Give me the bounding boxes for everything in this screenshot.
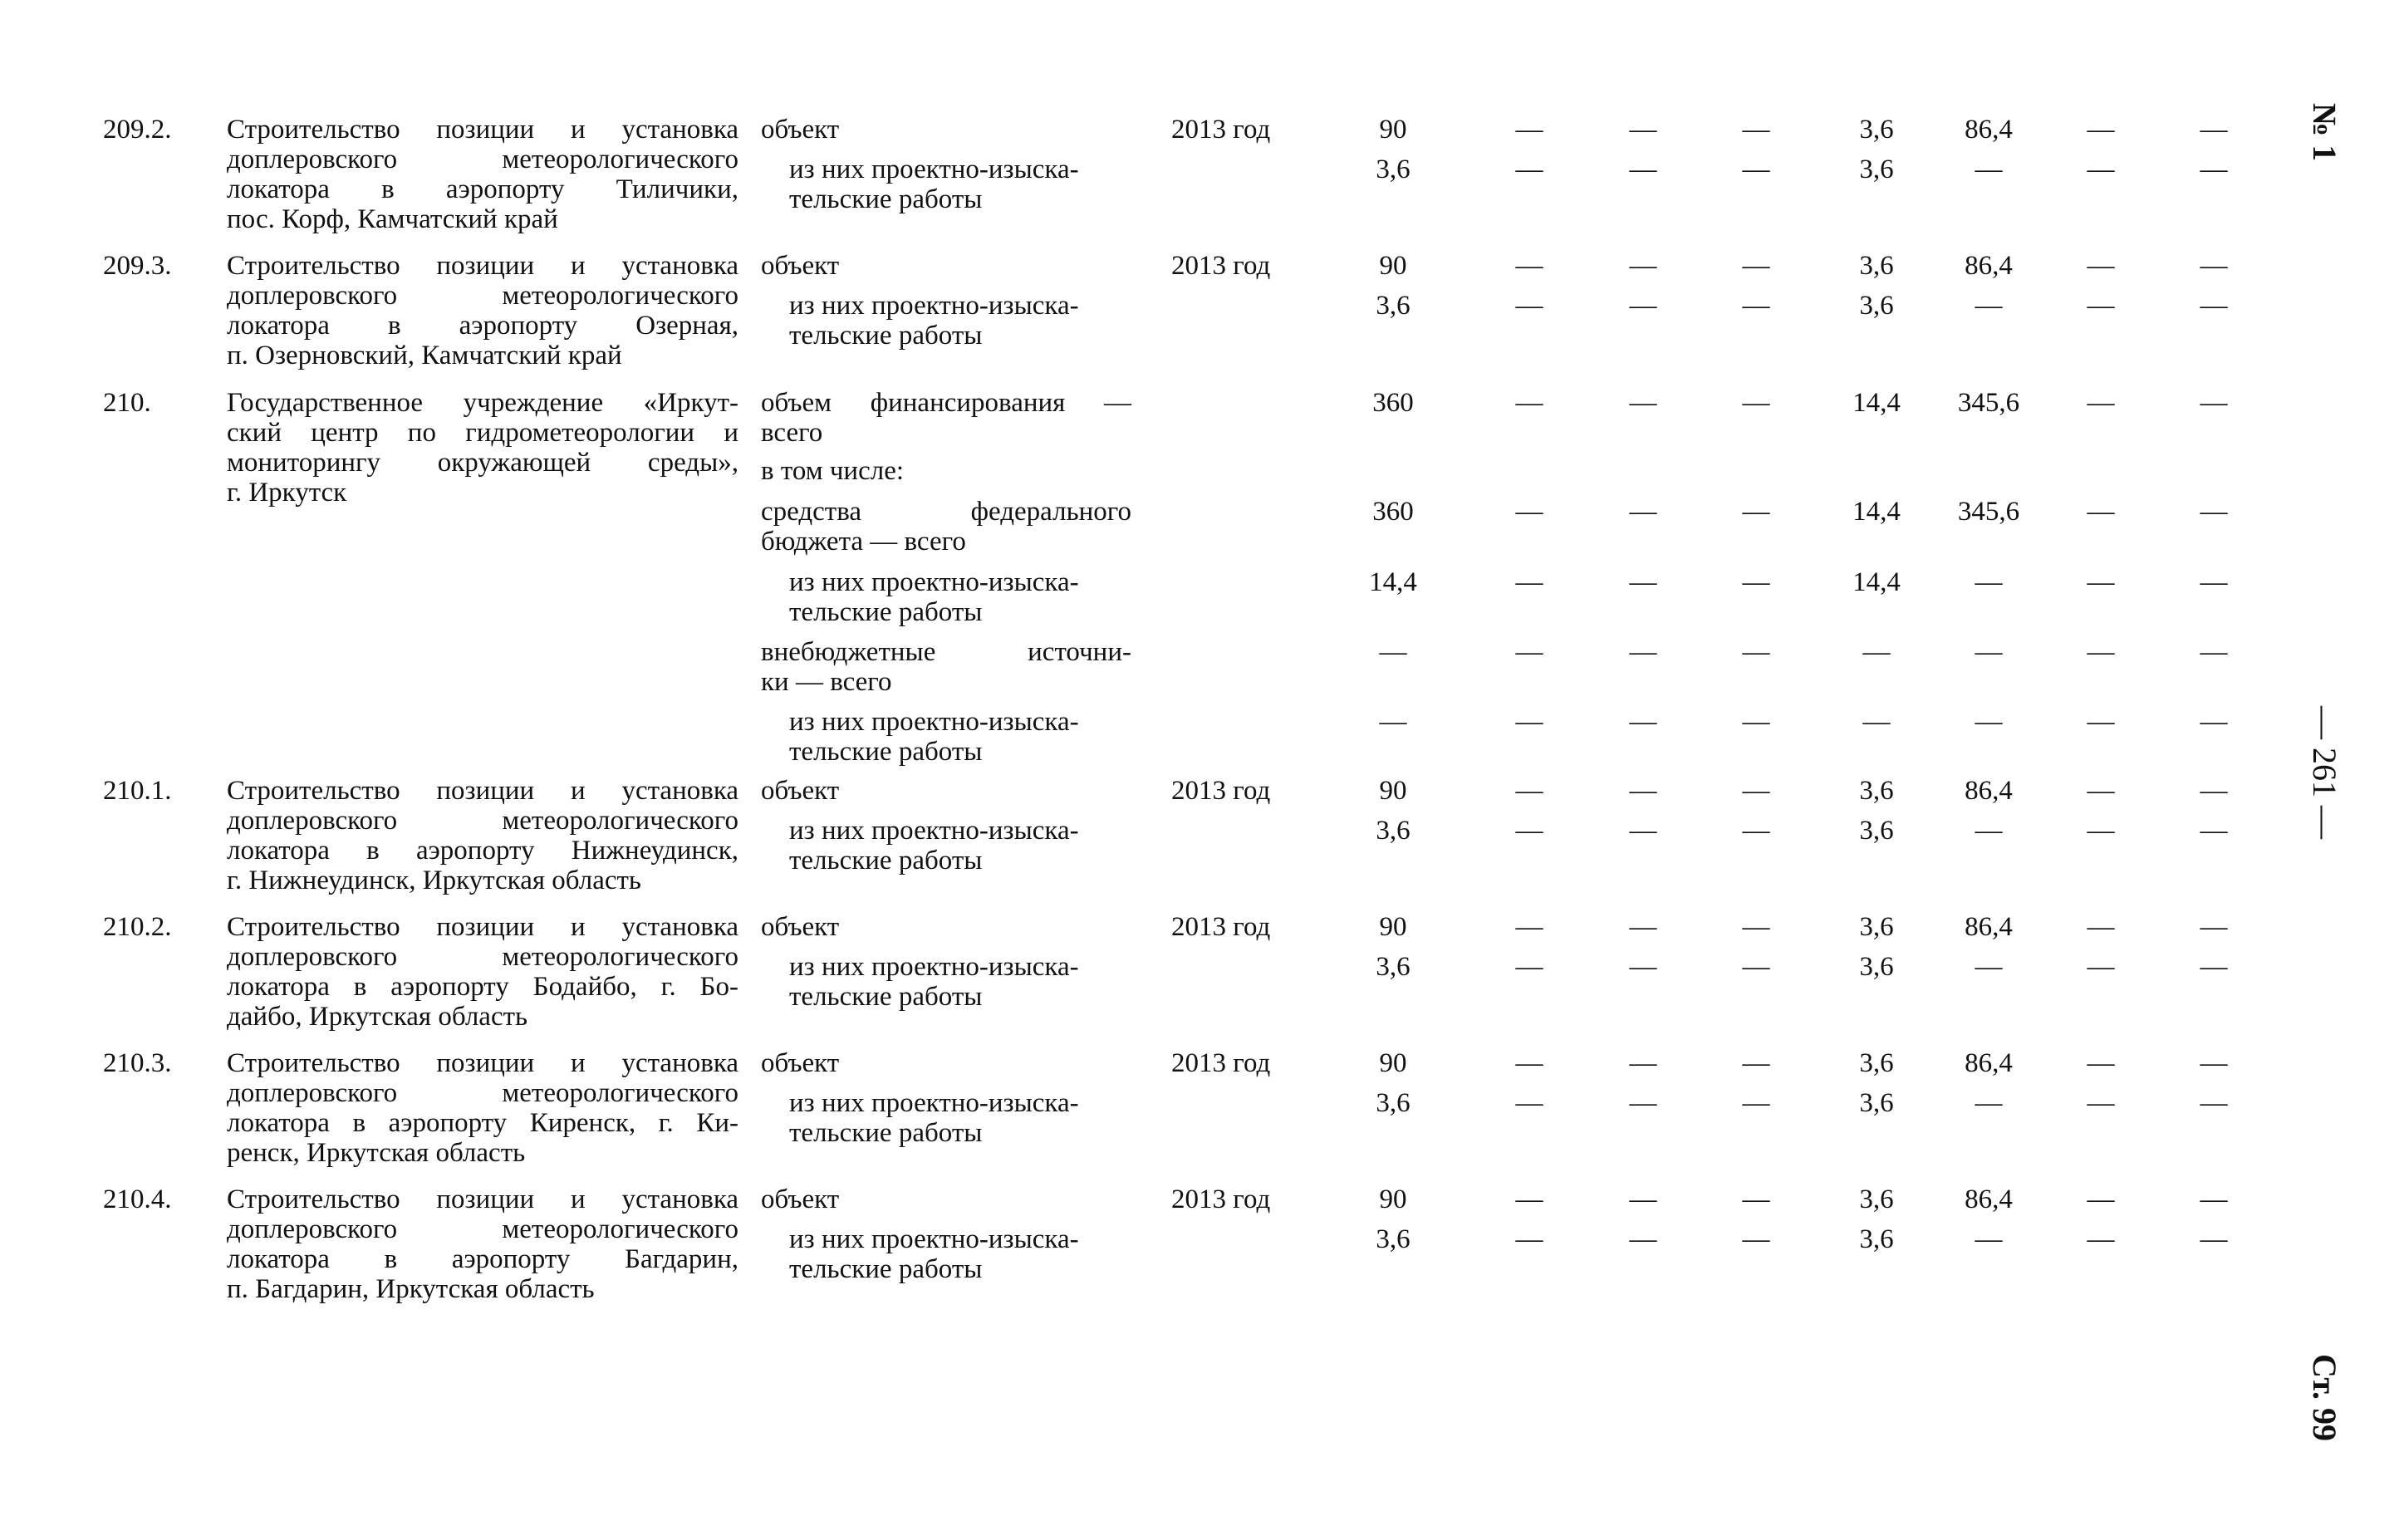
row-description-line: доплеровского метеорологического bbox=[227, 1214, 738, 1244]
indicator-label: бюджета — всего bbox=[761, 527, 966, 557]
row-description-line: локатора в аэропорту Киренск, г. Ки- bbox=[227, 1108, 738, 1138]
indicator-label: объект bbox=[761, 912, 840, 942]
value-cell: — bbox=[1515, 776, 1543, 806]
value-cell: — bbox=[1742, 637, 1770, 667]
indicator-label: тельские работы bbox=[789, 737, 983, 767]
value-cell: — bbox=[1629, 912, 1657, 942]
value-cell: 90 bbox=[1379, 1184, 1407, 1214]
value-cell: — bbox=[2200, 567, 2228, 597]
value-cell: — bbox=[2087, 1048, 2115, 1078]
row-code: 210.2. bbox=[103, 912, 172, 942]
value-cell: — bbox=[1742, 1048, 1770, 1078]
issue-number: № 1 bbox=[2306, 103, 2343, 162]
value-cell: — bbox=[1629, 567, 1657, 597]
value-cell: — bbox=[1629, 388, 1657, 418]
value-cell: — bbox=[1742, 388, 1770, 418]
row-year: 2013 год bbox=[1171, 251, 1271, 281]
row-year: 2013 год bbox=[1171, 1048, 1271, 1078]
value-cell: — bbox=[1975, 707, 2003, 737]
value-cell: — bbox=[1515, 291, 1543, 321]
value-cell: 3,6 bbox=[1376, 154, 1411, 184]
value-cell: — bbox=[1629, 1088, 1657, 1118]
value-cell: — bbox=[1629, 251, 1657, 281]
value-cell: — bbox=[1515, 497, 1543, 527]
row-code: 210.3. bbox=[103, 1048, 172, 1078]
value-cell: — bbox=[1515, 1088, 1543, 1118]
indicator-label: внебюджетные источни- bbox=[761, 637, 1131, 667]
row-description-line: локатора в аэропорту Озерная, bbox=[227, 311, 738, 341]
value-cell: 3,6 bbox=[1376, 952, 1411, 982]
indicator-label: из них проектно-изыска- bbox=[789, 291, 1079, 321]
indicator-label: из них проектно-изыска- bbox=[789, 154, 1079, 184]
value-cell: — bbox=[1515, 1224, 1543, 1254]
value-cell: 90 bbox=[1379, 912, 1407, 942]
row-description-line: пос. Корф, Камчатский край bbox=[227, 204, 558, 234]
value-cell: — bbox=[1379, 707, 1407, 737]
value-cell: 3,6 bbox=[1859, 1048, 1894, 1078]
value-cell: — bbox=[2087, 388, 2115, 418]
value-cell: — bbox=[1975, 1224, 2003, 1254]
value-cell: — bbox=[1629, 115, 1657, 145]
indicator-label: ки — всего bbox=[761, 667, 892, 697]
indicator-label: тельские работы bbox=[789, 846, 983, 875]
value-cell: — bbox=[2200, 952, 2228, 982]
value-cell: 3,6 bbox=[1376, 816, 1411, 846]
row-description-line: Строительство позиции и установка bbox=[227, 115, 738, 145]
indicator-label: тельские работы bbox=[789, 597, 983, 627]
row-description-line: доплеровского метеорологического bbox=[227, 1078, 738, 1108]
value-cell: — bbox=[1975, 154, 2003, 184]
indicator-label: из них проектно-изыска- bbox=[789, 952, 1079, 982]
value-cell: — bbox=[2200, 637, 2228, 667]
value-cell: — bbox=[2087, 1184, 2115, 1214]
indicator-label: в том числе: bbox=[761, 456, 905, 486]
value-cell: 90 bbox=[1379, 251, 1407, 281]
value-cell: — bbox=[1975, 637, 2003, 667]
row-description-line: Строительство позиции и установка bbox=[227, 1048, 738, 1078]
indicator-label: объект bbox=[761, 251, 840, 281]
row-description-line: п. Багдарин, Иркутская область bbox=[227, 1274, 595, 1304]
value-cell: — bbox=[2087, 497, 2115, 527]
value-cell: — bbox=[1629, 1048, 1657, 1078]
indicator-label: тельские работы bbox=[789, 982, 983, 1012]
value-cell: — bbox=[1629, 816, 1657, 846]
value-cell: — bbox=[2087, 707, 2115, 737]
row-description-line: г. Нижнеудинск, Иркутская область bbox=[227, 866, 641, 895]
value-cell: — bbox=[1629, 154, 1657, 184]
value-cell: — bbox=[1515, 637, 1543, 667]
row-description-line: доплеровского метеорологического bbox=[227, 145, 738, 174]
value-cell: — bbox=[1515, 251, 1543, 281]
indicator-label: тельские работы bbox=[789, 184, 983, 214]
indicator-label: из них проектно-изыска- bbox=[789, 816, 1079, 846]
value-cell: — bbox=[1515, 912, 1543, 942]
row-description-line: г. Иркутск bbox=[227, 478, 347, 508]
value-cell: 345,6 bbox=[1957, 388, 2020, 418]
value-cell: — bbox=[2087, 952, 2115, 982]
value-cell: — bbox=[1629, 497, 1657, 527]
row-code: 209.2. bbox=[103, 115, 172, 145]
value-cell: 3,6 bbox=[1859, 816, 1894, 846]
row-description-line: доплеровского метеорологического bbox=[227, 806, 738, 836]
value-cell: — bbox=[2200, 291, 2228, 321]
value-cell: — bbox=[2087, 1088, 2115, 1118]
value-cell: 86,4 bbox=[1965, 1184, 2013, 1214]
value-cell: 3,6 bbox=[1859, 912, 1894, 942]
value-cell: — bbox=[1742, 1184, 1770, 1214]
value-cell: — bbox=[1975, 816, 2003, 846]
indicator-label: объект bbox=[761, 776, 840, 806]
row-code: 209.3. bbox=[103, 251, 172, 281]
row-description-line: доплеровского метеорологического bbox=[227, 942, 738, 972]
value-cell: — bbox=[2087, 1224, 2115, 1254]
value-cell: — bbox=[1515, 154, 1543, 184]
page-number: — 261 — bbox=[2306, 706, 2343, 839]
value-cell: — bbox=[2087, 637, 2115, 667]
value-cell: — bbox=[1742, 707, 1770, 737]
value-cell: — bbox=[2200, 776, 2228, 806]
value-cell: — bbox=[2200, 388, 2228, 418]
value-cell: 14,4 bbox=[1852, 388, 1901, 418]
row-description-line: локатора в аэропорту Нижнеудинск, bbox=[227, 836, 738, 866]
article-number: Ст. 99 bbox=[2306, 1354, 2343, 1441]
value-cell: 3,6 bbox=[1376, 1224, 1411, 1254]
value-cell: 86,4 bbox=[1965, 251, 2013, 281]
value-cell: 3,6 bbox=[1859, 1088, 1894, 1118]
value-cell: — bbox=[1975, 952, 2003, 982]
row-code: 210. bbox=[103, 388, 151, 418]
row-description-line: Государственное учреждение «Иркут- bbox=[227, 388, 738, 418]
value-cell: 360 bbox=[1372, 388, 1414, 418]
value-cell: 3,6 bbox=[1376, 291, 1411, 321]
value-cell: — bbox=[1629, 776, 1657, 806]
value-cell: 14,4 bbox=[1852, 497, 1901, 527]
value-cell: — bbox=[1379, 637, 1407, 667]
value-cell: — bbox=[2087, 154, 2115, 184]
value-cell: — bbox=[1742, 1224, 1770, 1254]
indicator-label: объем финансирования — bbox=[761, 388, 1131, 418]
value-cell: — bbox=[1515, 567, 1543, 597]
value-cell: — bbox=[1742, 1088, 1770, 1118]
row-description-line: п. Озерновский, Камчатский край bbox=[227, 341, 622, 370]
value-cell: 3,6 bbox=[1859, 952, 1894, 982]
value-cell: — bbox=[1862, 637, 1891, 667]
value-cell: — bbox=[1742, 952, 1770, 982]
value-cell: — bbox=[1862, 707, 1891, 737]
value-cell: — bbox=[2087, 776, 2115, 806]
row-year: 2013 год bbox=[1171, 115, 1271, 145]
value-cell: 345,6 bbox=[1957, 497, 2020, 527]
value-cell: 86,4 bbox=[1965, 912, 2013, 942]
value-cell: 3,6 bbox=[1859, 776, 1894, 806]
indicator-label: из них проектно-изыска- bbox=[789, 1088, 1079, 1118]
value-cell: — bbox=[1975, 291, 2003, 321]
indicator-label: тельские работы bbox=[789, 1254, 983, 1284]
value-cell: — bbox=[1742, 115, 1770, 145]
value-cell: — bbox=[1742, 154, 1770, 184]
indicator-label: из них проектно-изыска- bbox=[789, 1224, 1079, 1254]
value-cell: — bbox=[1629, 291, 1657, 321]
value-cell: — bbox=[2200, 1224, 2228, 1254]
indicator-label: средства федерального bbox=[761, 497, 1131, 527]
value-cell: — bbox=[1742, 776, 1770, 806]
value-cell: — bbox=[1742, 497, 1770, 527]
value-cell: — bbox=[2200, 816, 2228, 846]
value-cell: 14,4 bbox=[1369, 567, 1417, 597]
value-cell: — bbox=[1629, 952, 1657, 982]
row-description-line: локатора в аэропорту Тиличики, bbox=[227, 174, 738, 204]
value-cell: 90 bbox=[1379, 115, 1407, 145]
value-cell: — bbox=[2200, 115, 2228, 145]
value-cell: — bbox=[2200, 912, 2228, 942]
value-cell: — bbox=[2200, 497, 2228, 527]
value-cell: — bbox=[1515, 115, 1543, 145]
value-cell: — bbox=[2200, 251, 2228, 281]
value-cell: — bbox=[1515, 1184, 1543, 1214]
value-cell: — bbox=[1742, 567, 1770, 597]
value-cell: — bbox=[1629, 637, 1657, 667]
value-cell: 3,6 bbox=[1859, 154, 1894, 184]
value-cell: 3,6 bbox=[1376, 1088, 1411, 1118]
value-cell: 90 bbox=[1379, 776, 1407, 806]
value-cell: 3,6 bbox=[1859, 1224, 1894, 1254]
value-cell: — bbox=[1515, 707, 1543, 737]
indicator-label: объект bbox=[761, 1184, 840, 1214]
value-cell: — bbox=[1975, 567, 2003, 597]
value-cell: — bbox=[1515, 388, 1543, 418]
row-year: 2013 год bbox=[1171, 776, 1271, 806]
indicator-label: объект bbox=[761, 1048, 840, 1078]
row-description-line: Строительство позиции и установка bbox=[227, 251, 738, 281]
value-cell: — bbox=[1742, 291, 1770, 321]
indicator-label: тельские работы bbox=[789, 321, 983, 351]
value-cell: — bbox=[1515, 816, 1543, 846]
value-cell: — bbox=[2200, 1048, 2228, 1078]
indicator-label: тельские работы bbox=[789, 1118, 983, 1148]
value-cell: — bbox=[2200, 154, 2228, 184]
value-cell: — bbox=[1742, 251, 1770, 281]
value-cell: — bbox=[2200, 1184, 2228, 1214]
value-cell: — bbox=[1629, 1184, 1657, 1214]
value-cell: — bbox=[1742, 816, 1770, 846]
value-cell: — bbox=[1515, 952, 1543, 982]
row-description-line: дайбо, Иркутская область bbox=[227, 1002, 528, 1032]
indicator-label: объект bbox=[761, 115, 840, 145]
value-cell: — bbox=[2087, 251, 2115, 281]
value-cell: — bbox=[1629, 707, 1657, 737]
value-cell: 86,4 bbox=[1965, 776, 2013, 806]
indicator-label: всего bbox=[761, 418, 823, 448]
row-description-line: Строительство позиции и установка bbox=[227, 776, 738, 806]
value-cell: — bbox=[2087, 816, 2115, 846]
row-description-line: Строительство позиции и установка bbox=[227, 912, 738, 942]
value-cell: 3,6 bbox=[1859, 291, 1894, 321]
value-cell: 86,4 bbox=[1965, 115, 2013, 145]
value-cell: — bbox=[1742, 912, 1770, 942]
value-cell: — bbox=[2087, 115, 2115, 145]
row-year: 2013 год bbox=[1171, 912, 1271, 942]
value-cell: — bbox=[2200, 1088, 2228, 1118]
row-description-line: Строительство позиции и установка bbox=[227, 1184, 738, 1214]
value-cell: — bbox=[1515, 1048, 1543, 1078]
row-year: 2013 год bbox=[1171, 1184, 1271, 1214]
indicator-label: из них проектно-изыска- bbox=[789, 567, 1079, 597]
row-description-line: мониторингу окружающей среды», bbox=[227, 448, 738, 478]
value-cell: — bbox=[2087, 291, 2115, 321]
row-code: 210.1. bbox=[103, 776, 172, 806]
value-cell: 3,6 bbox=[1859, 1184, 1894, 1214]
value-cell: 360 bbox=[1372, 497, 1414, 527]
value-cell: — bbox=[2087, 567, 2115, 597]
value-cell: 3,6 bbox=[1859, 251, 1894, 281]
value-cell: — bbox=[2200, 707, 2228, 737]
row-description-line: локатора в аэропорту Багдарин, bbox=[227, 1244, 738, 1274]
value-cell: 90 bbox=[1379, 1048, 1407, 1078]
value-cell: 14,4 bbox=[1852, 567, 1901, 597]
row-description-line: доплеровского метеорологического bbox=[227, 281, 738, 311]
row-description-line: локатора в аэропорту Бодайбо, г. Бо- bbox=[227, 972, 738, 1002]
value-cell: — bbox=[1975, 1088, 2003, 1118]
value-cell: — bbox=[1629, 1224, 1657, 1254]
row-code: 210.4. bbox=[103, 1184, 172, 1214]
value-cell: 86,4 bbox=[1965, 1048, 2013, 1078]
value-cell: — bbox=[2087, 912, 2115, 942]
row-description-line: ренск, Иркутская область bbox=[227, 1138, 526, 1168]
value-cell: 3,6 bbox=[1859, 115, 1894, 145]
row-description-line: ский центр по гидрометеорологии и bbox=[227, 418, 738, 448]
indicator-label: из них проектно-изыска- bbox=[789, 707, 1079, 737]
